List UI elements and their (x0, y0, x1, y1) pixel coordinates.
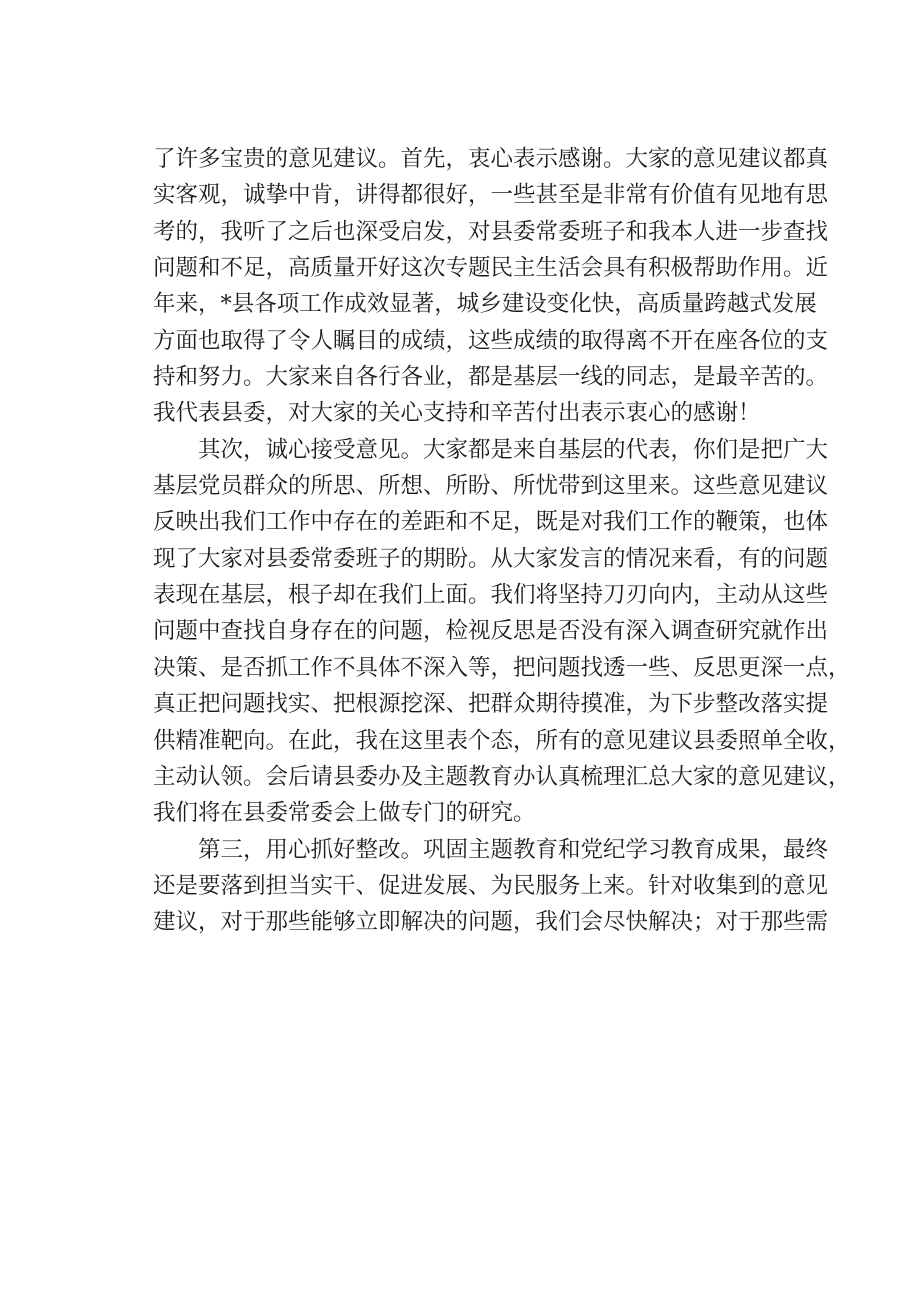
text-line: 决策、是否抓工作不具体不深入等，把问题找透一些、反思更深一点， (153, 654, 851, 681)
text-line: 基层党员群众的所思、所想、所盼、所忧带到这里来。这些意见建议 (153, 473, 829, 500)
text-line: 我代表县委，对大家的关心支持和辛苦付出表示衷心的感谢！ (153, 400, 761, 427)
text-line: 反映出我们工作中存在的差距和不足，既是对我们工作的鞭策，也体 (153, 509, 829, 536)
text-line: 实客观，诚挚中肯，讲得都很好，一些甚至是非常有价值有见地有思 (153, 182, 829, 209)
text-line: 年来，*县各项工作成效显著，城乡建设变化快，高质量跨越式发展 (153, 291, 817, 318)
paragraph-1 (153, 141, 829, 432)
text-line: 其次，诚心接受意见。大家都是来自基层的代表，你们是把广大 (198, 436, 829, 463)
text-line: 建议，对于那些能够立即解决的问题，我们会尽快解决；对于那些需 (153, 909, 829, 936)
paragraph-2 (153, 432, 851, 832)
text-line: 主动认领。会后请县委办及主题教育办认真梳理汇总大家的意见建议， (153, 763, 851, 790)
text-line: 表现在基层，根子却在我们上面。我们将坚持刀刃向内，主动从这些 (153, 582, 829, 609)
text-line: 考的，我听了之后也深受启发，对县委常委班子和我本人进一步查找 (153, 218, 829, 245)
text-line: 我们将在县委常委会上做专门的研究。 (153, 800, 536, 827)
document-body (153, 141, 851, 941)
paragraph-3 (153, 832, 829, 941)
text-line: 方面也取得了令人瞩目的成绩，这些成绩的取得离不开在座各位的支 (153, 327, 829, 354)
text-line: 真正把问题找实、把根源挖深、把群众期待摸准，为下步整改落实提 (153, 691, 829, 718)
text-line: 现了大家对县委常委班子的期盼。从大家发言的情况来看，有的问题 (153, 545, 829, 572)
text-line: 了许多宝贵的意见建议。首先，衷心表示感谢。大家的意见建议都真 (153, 146, 829, 172)
text-line: 供精准靶向。在此，我在这里表个态，所有的意见建议县委照单全收， (153, 727, 851, 754)
text-line: 问题和不足，高质量开好这次专题民主生活会具有积极帮助作用。近 (153, 255, 829, 282)
text-line: 持和努力。大家来自各行各业，都是基层一线的同志，是最辛苦的。 (153, 364, 829, 391)
text-line: 还是要落到担当实干、促进发展、为民服务上来。针对收集到的意见 (153, 872, 829, 899)
text-line: 问题中查找自身存在的问题，检视反思是否没有深入调查研究就作出 (153, 618, 829, 645)
text-line: 第三，用心抓好整改。巩固主题教育和党纪学习教育成果，最终 (198, 836, 829, 863)
